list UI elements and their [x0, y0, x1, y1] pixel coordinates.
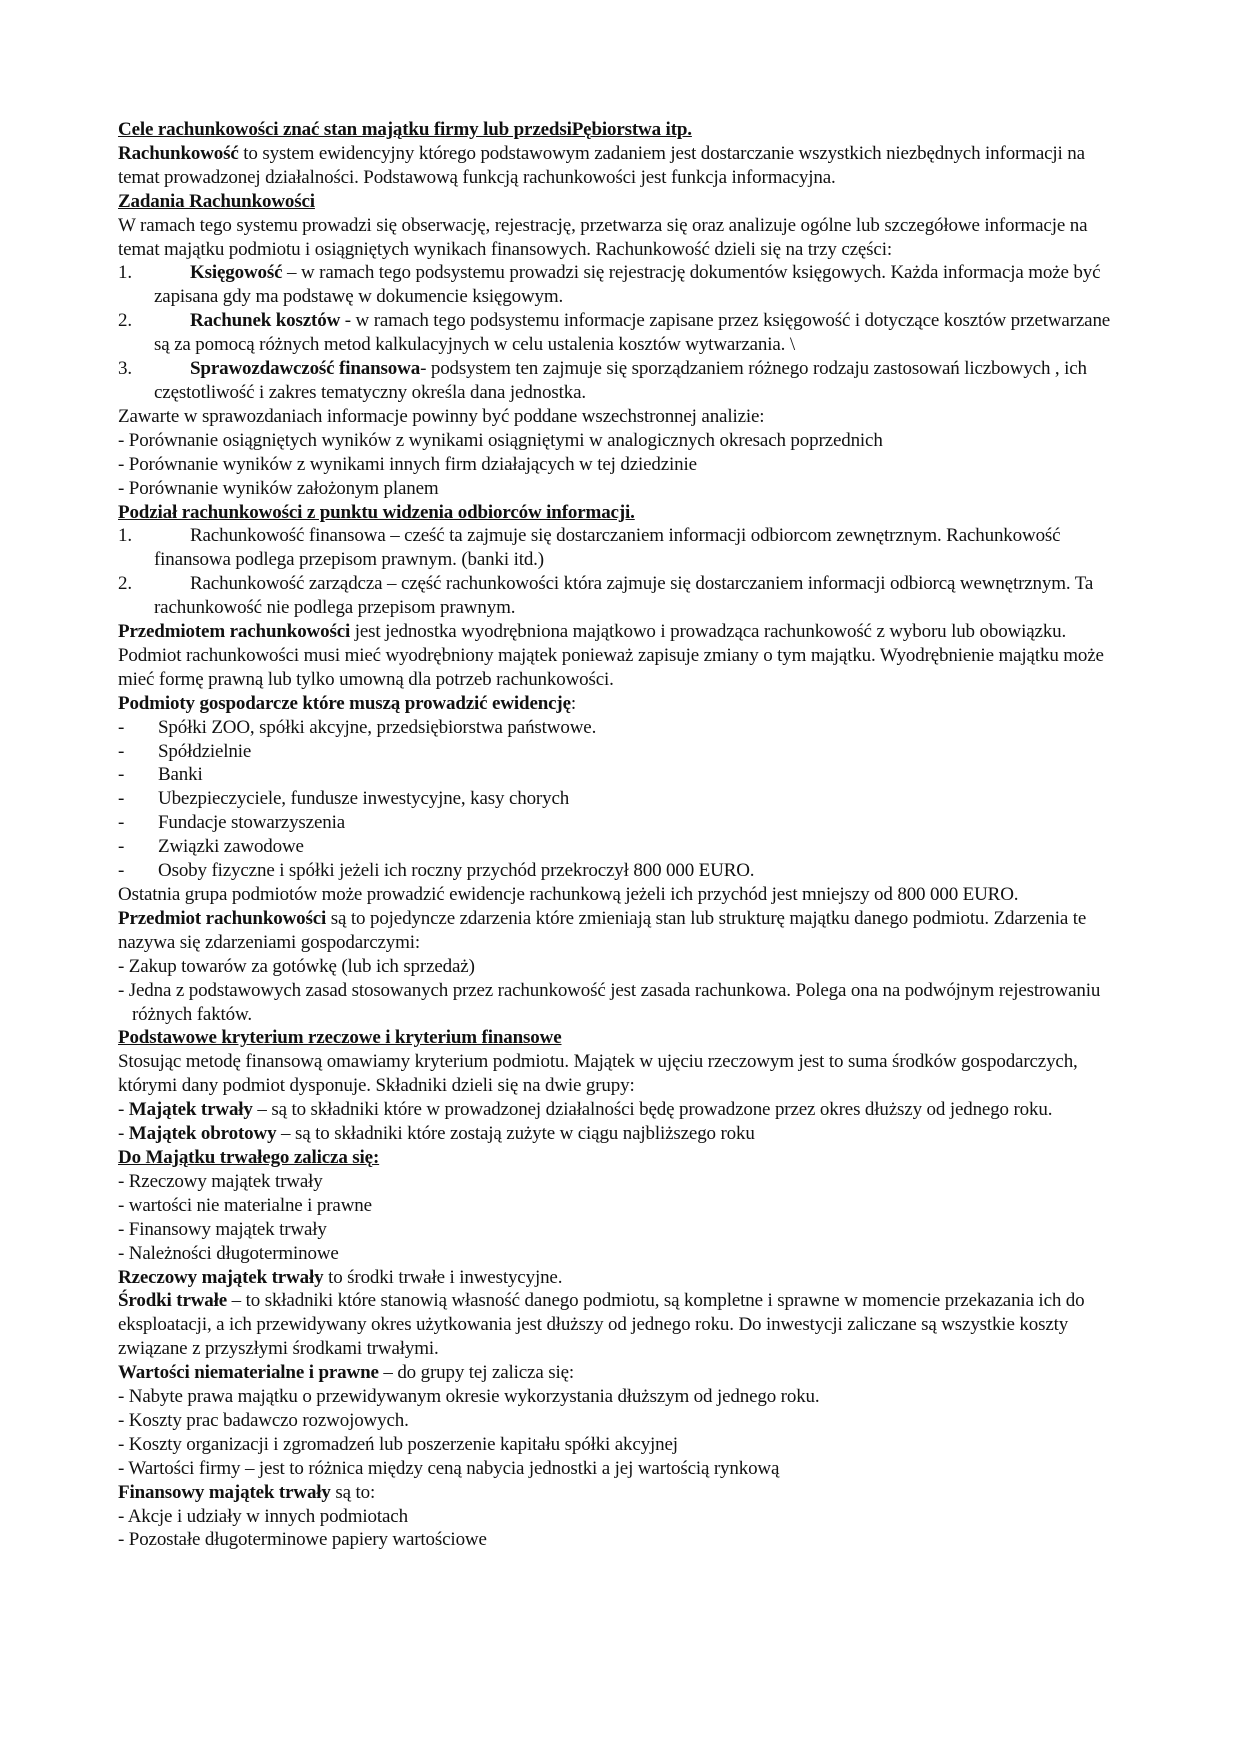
list-item-fixed: - Należności długoterminowe — [118, 1242, 339, 1264]
list-item-division-2: 2. Rachunkowość zarządcza – część rachunkowości która zajmuje się dostarczaniem informacji odbiorcą wewnętrznym. Ta rachunkowość nie podlega przepisom prawnym. — [118, 573, 1094, 619]
list-item-entity: - Ubezpieczyciele, fundusze inwestycyjne, kasy chorych — [118, 788, 570, 810]
list-item-analysis: - Porównanie wyników z wynikami innych firm działających w tej dziedzinie — [118, 453, 697, 475]
list-item-entity: - Związki zawodowe — [118, 836, 304, 858]
list-item-analysis: - Porównanie osiągniętych wyników z wynikami osiągniętymi w analogicznych okresach poprzednich — [118, 429, 883, 451]
list-item-financial: - Akcje i udziały w innych podmiotach — [118, 1505, 408, 1527]
list-item-entity: - Spółki ZOO, spółki akcyjne, przedsiębiorstwa państwowe. — [118, 716, 597, 738]
list-item-part-3: 3. Sprawozdawczość finansowa- podsystem ten zajmuje się sporządzaniem różnego rodzaju zastosowań liczbowych , ich częstotliwość i zakres tematyczny określa dana jednostka. — [118, 358, 1087, 403]
list-item-intangible: - Wartości firmy – jest to różnica między ceną nabycia jednostki a jej wartością rynkową — [118, 1457, 780, 1479]
list-item-part-1: 1. Księgowość – w ramach tego podsystemu prowadzi się rejestrację dokumentów księgowych. Każda informacja może być zapisana gdy ma podstawę w dokumencie księgowym. — [118, 262, 1101, 308]
paragraph-last-group: Ostatnia grupa podmiotów może prowadzić ewidencje rachunkową jeżeli ich przychód jest mniejszy od 800 000 EURO. — [118, 884, 1019, 905]
paragraph-intangible: Wartości niematerialne i prawne – do grupy tej zalicza się: — [118, 1362, 575, 1384]
heading-fixed-assets: Do Majątku trwałego zalicza się: — [118, 1146, 380, 1168]
paragraph-definition: Rachunkowość to system ewidencyjny którego podstawowym zadaniem jest dostarczanie wszystkich niezbędnych informacji na temat prowadzonej działalności. Podstawową funkcją rachunkowości jest funkcja informacyjna. — [118, 142, 1085, 188]
list-item-event: - Zakup towarów za gotówkę (lub ich sprzedaż) — [118, 955, 475, 977]
list-item-group: - Majątek trwały – są to składniki które w prowadzonej działalności będę prowadzone przez okres dłuższy od jednego roku. — [118, 1099, 1053, 1121]
list-item-part-2: 2. Rachunek kosztów - w ramach tego podsystemu informacje zapisane przez księgowość i dotyczące kosztów przetwarzane są za pomocą różnych metod kalkulacyjnych w celu ustalenia kosztów wytwarzania. \ — [118, 310, 1111, 356]
list-item-entity: - Fundacje stowarzyszenia — [118, 812, 346, 834]
list-item-fixed: - Rzeczowy majątek trwały — [118, 1170, 323, 1192]
bold-term: Rachunkowość — [118, 142, 239, 164]
list-item-division-1: 1. Rachunkowość finansowa – cześć ta zajmuje się dostarczaniem informacji odbiorcom zewnętrznym. Rachunkowość finansowa podlega przepisom prawnym. (banki itd.) — [118, 525, 1061, 571]
paragraph-fixed-means: Środki trwałe – to składniki które stanowią własność danego podmiotu, są kompletne i sprawne w momencie przekazania ich do eksploatacji, a ich przewidywany okres użytkowania jest dłuższy od jednego roku. Do inwestycji zaliczane są wszystkie koszty związane z przyszłymi środkami trwałymi. — [118, 1290, 1085, 1360]
list-item-fixed: - wartości nie materialne i prawne — [118, 1194, 372, 1216]
heading-criteria: Podstawowe kryterium rzeczowe i kryterium finansowe — [118, 1027, 562, 1049]
heading-tasks: Zadania Rachunkowości — [118, 190, 315, 212]
list-item-group: - Majątek obrotowy – są to składniki które zostają zużyte w ciągu najbliższego roku — [118, 1123, 755, 1145]
paragraph-tangible: Rzeczowy majątek trwały to środki trwałe i inwestycyjne. — [118, 1266, 563, 1288]
paragraph-analysis: Zawarte w sprawozdaniach informacje powinny być poddane wszechstronnej analizie: — [118, 405, 765, 427]
list-item-event: - Jedna z podstawowych zasad stosowanych przez rachunkowość jest zasada rachunkowa. Polega ona na podwójnym rejestrowaniu różnych faktów. — [118, 979, 1101, 1025]
heading-goals: Cele rachunkowości znać stan majątku firmy lub przedsiPębiorstwa itp. — [118, 119, 692, 140]
paragraph-financial: Finansowy majątek trwały są to: — [118, 1481, 376, 1503]
list-item-intangible: - Koszty prac badawczo rozwojowych. — [118, 1409, 409, 1431]
list-item-intangible: - Nabyte prawa majątku o przewidywanym okresie wykorzystania dłuższym od jednego roku. — [118, 1386, 820, 1408]
list-item-analysis: - Porównanie wyników założonym planem — [118, 477, 439, 499]
list-item-fixed: - Finansowy majątek trwały — [118, 1218, 327, 1240]
paragraph-criteria: Stosując metodę finansową omawiamy kryterium podmiotu. Majątek w ujęciu rzeczowym jest to suma środków gospodarczych, którymi dany podmiot dysponuje. Składniki dzieli się na dwie grupy: — [118, 1051, 1078, 1097]
list-item-intangible: - Koszty organizacji i zgromadzeń lub poszerzenie kapitału spółki akcyjnej — [118, 1433, 678, 1455]
paragraph-entities: Podmioty gospodarcze które muszą prowadzić ewidencję: — [118, 692, 577, 714]
list-item-entity: - Spółdzielnie — [118, 740, 252, 762]
document-page — [118, 118, 1128, 1552]
list-item-financial: - Pozostałe długoterminowe papiery wartościowe — [118, 1529, 487, 1551]
paragraph-tasks: W ramach tego systemu prowadzi się obserwację, rejestrację, przetwarza się oraz analizuje ogólne lub szczegółowe informacje na temat majątku podmiotu i osiągniętych wynikach finansowych. Rachunkowość dzieli się na trzy części: — [118, 214, 1088, 260]
list-item-entity: - Banki — [118, 764, 203, 786]
heading-division: Podział rachunkowości z punktu widzenia odbiorców informacji. — [118, 501, 635, 523]
paragraph-subject: Przedmiotem rachunkowości jest jednostka wyodrębniona majątkowo i prowadząca rachunkowość z wyboru lub obowiązku. Podmiot rachunkowości musi mieć wyodrębniony majątek ponieważ zapisuje zmiany o tym majątku. Wyodrębnienie majątku może mieć formę prawną lub tylko umowną dla potrzeb rachunkowości. — [118, 621, 1104, 690]
list-item-entity: - Osoby fizyczne i spółki jeżeli ich roczny przychód przekroczył 800 000 EURO. — [118, 860, 755, 882]
paragraph-events: Przedmiot rachunkowości są to pojedyncze zdarzenia które zmieniają stan lub strukturę majątku danego podmiotu. Zdarzenia te nazywa się zdarzeniami gospodarczymi: — [118, 907, 1087, 953]
